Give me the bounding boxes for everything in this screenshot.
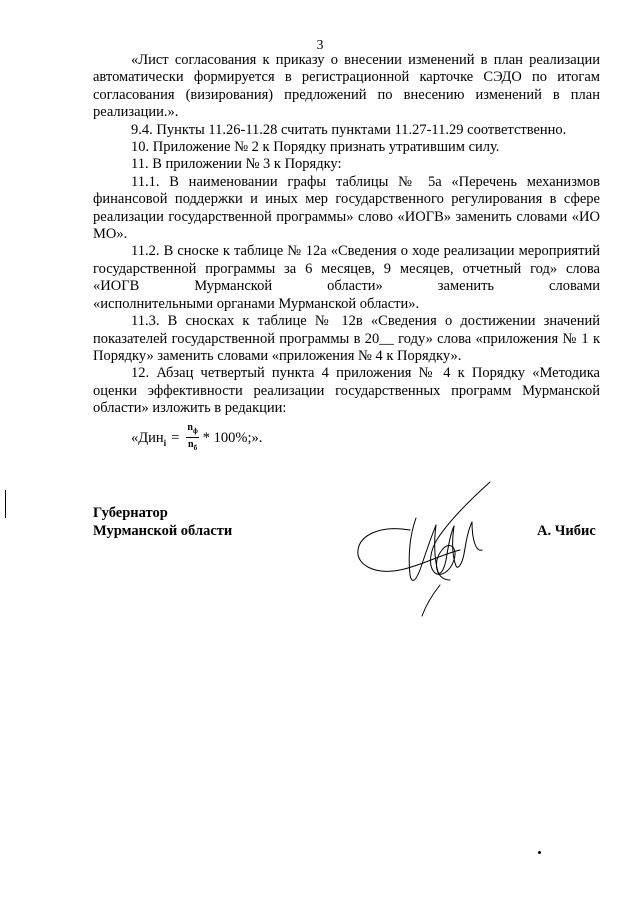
paragraph: «Лист согласования к приказу о внесении изменений в план реализации автоматически формируется в регистрационной карточке СЭДО по итогам согласования (визирования) предложений по внесению изменений в план реализации.». [93, 52, 600, 121]
signer-position-line1: Губернатор [93, 505, 168, 521]
formula-denominator: n [188, 439, 194, 450]
paragraph: 11.1. В наименовании графы таблицы № 5а «Перечень механизмов финансовой поддержки и иных мер государственного регулирования в сфере реализации государственной программы» слово «ИОГВ» заменить словами «ИО МО». [93, 173, 600, 243]
efficiency-formula [131, 423, 262, 454]
signer-name: А. Чибис [537, 523, 596, 539]
paragraph: 11.2. В сноске к таблице № 12а «Сведения о ходе реализации мероприятий государственной программы за 6 месяцев, 9 месяцев, отчетный год» слова «ИОГВ Мурманской области» заменить словами [93, 243, 600, 295]
stray-dot-mark [538, 851, 541, 854]
margin-mark [5, 490, 6, 518]
paragraph: 9.4. Пункты 11.26-11.28 считать пунктами 11.27-11.29 соответственно. [131, 121, 567, 138]
document-body [93, 52, 600, 418]
signer-position [93, 504, 232, 540]
formula-numerator-sub: ф [192, 427, 198, 435]
handwritten-signature [350, 480, 500, 620]
formula-numerator: n [187, 422, 193, 433]
page-number: 3 [316, 38, 324, 53]
paragraph: «исполнительными органами Мурманской области». [93, 295, 420, 312]
formula-prefix: «Дин [131, 430, 164, 446]
formula-subscript: i [163, 437, 167, 448]
paragraph: 10. Приложение № 2 к Порядку признать утратившим силу. [131, 139, 500, 156]
paragraph: 11. В приложении № 3 к Порядку: [131, 156, 342, 173]
formula-denominator-sub: б [193, 444, 198, 452]
formula-equals: = [171, 430, 180, 446]
signer-position-line2: Мурманской области [93, 523, 233, 539]
formula-suffix: * 100%;». [202, 430, 263, 446]
formula-fraction [186, 423, 198, 454]
paragraph: 11.3. В сносках к таблице № 12в «Сведения о достижении значений показателей государственной программы в 20__ году» слова «приложения № 1 к Порядку» заменить словами «приложения № 4 к Порядку». [93, 313, 600, 364]
paragraph: 12. Абзац четвертый пункта 4 приложения № 4 к Порядку «Методика оценки эффективности реализации государственных программ Мурманской области» изложить в редакции: [93, 365, 600, 417]
